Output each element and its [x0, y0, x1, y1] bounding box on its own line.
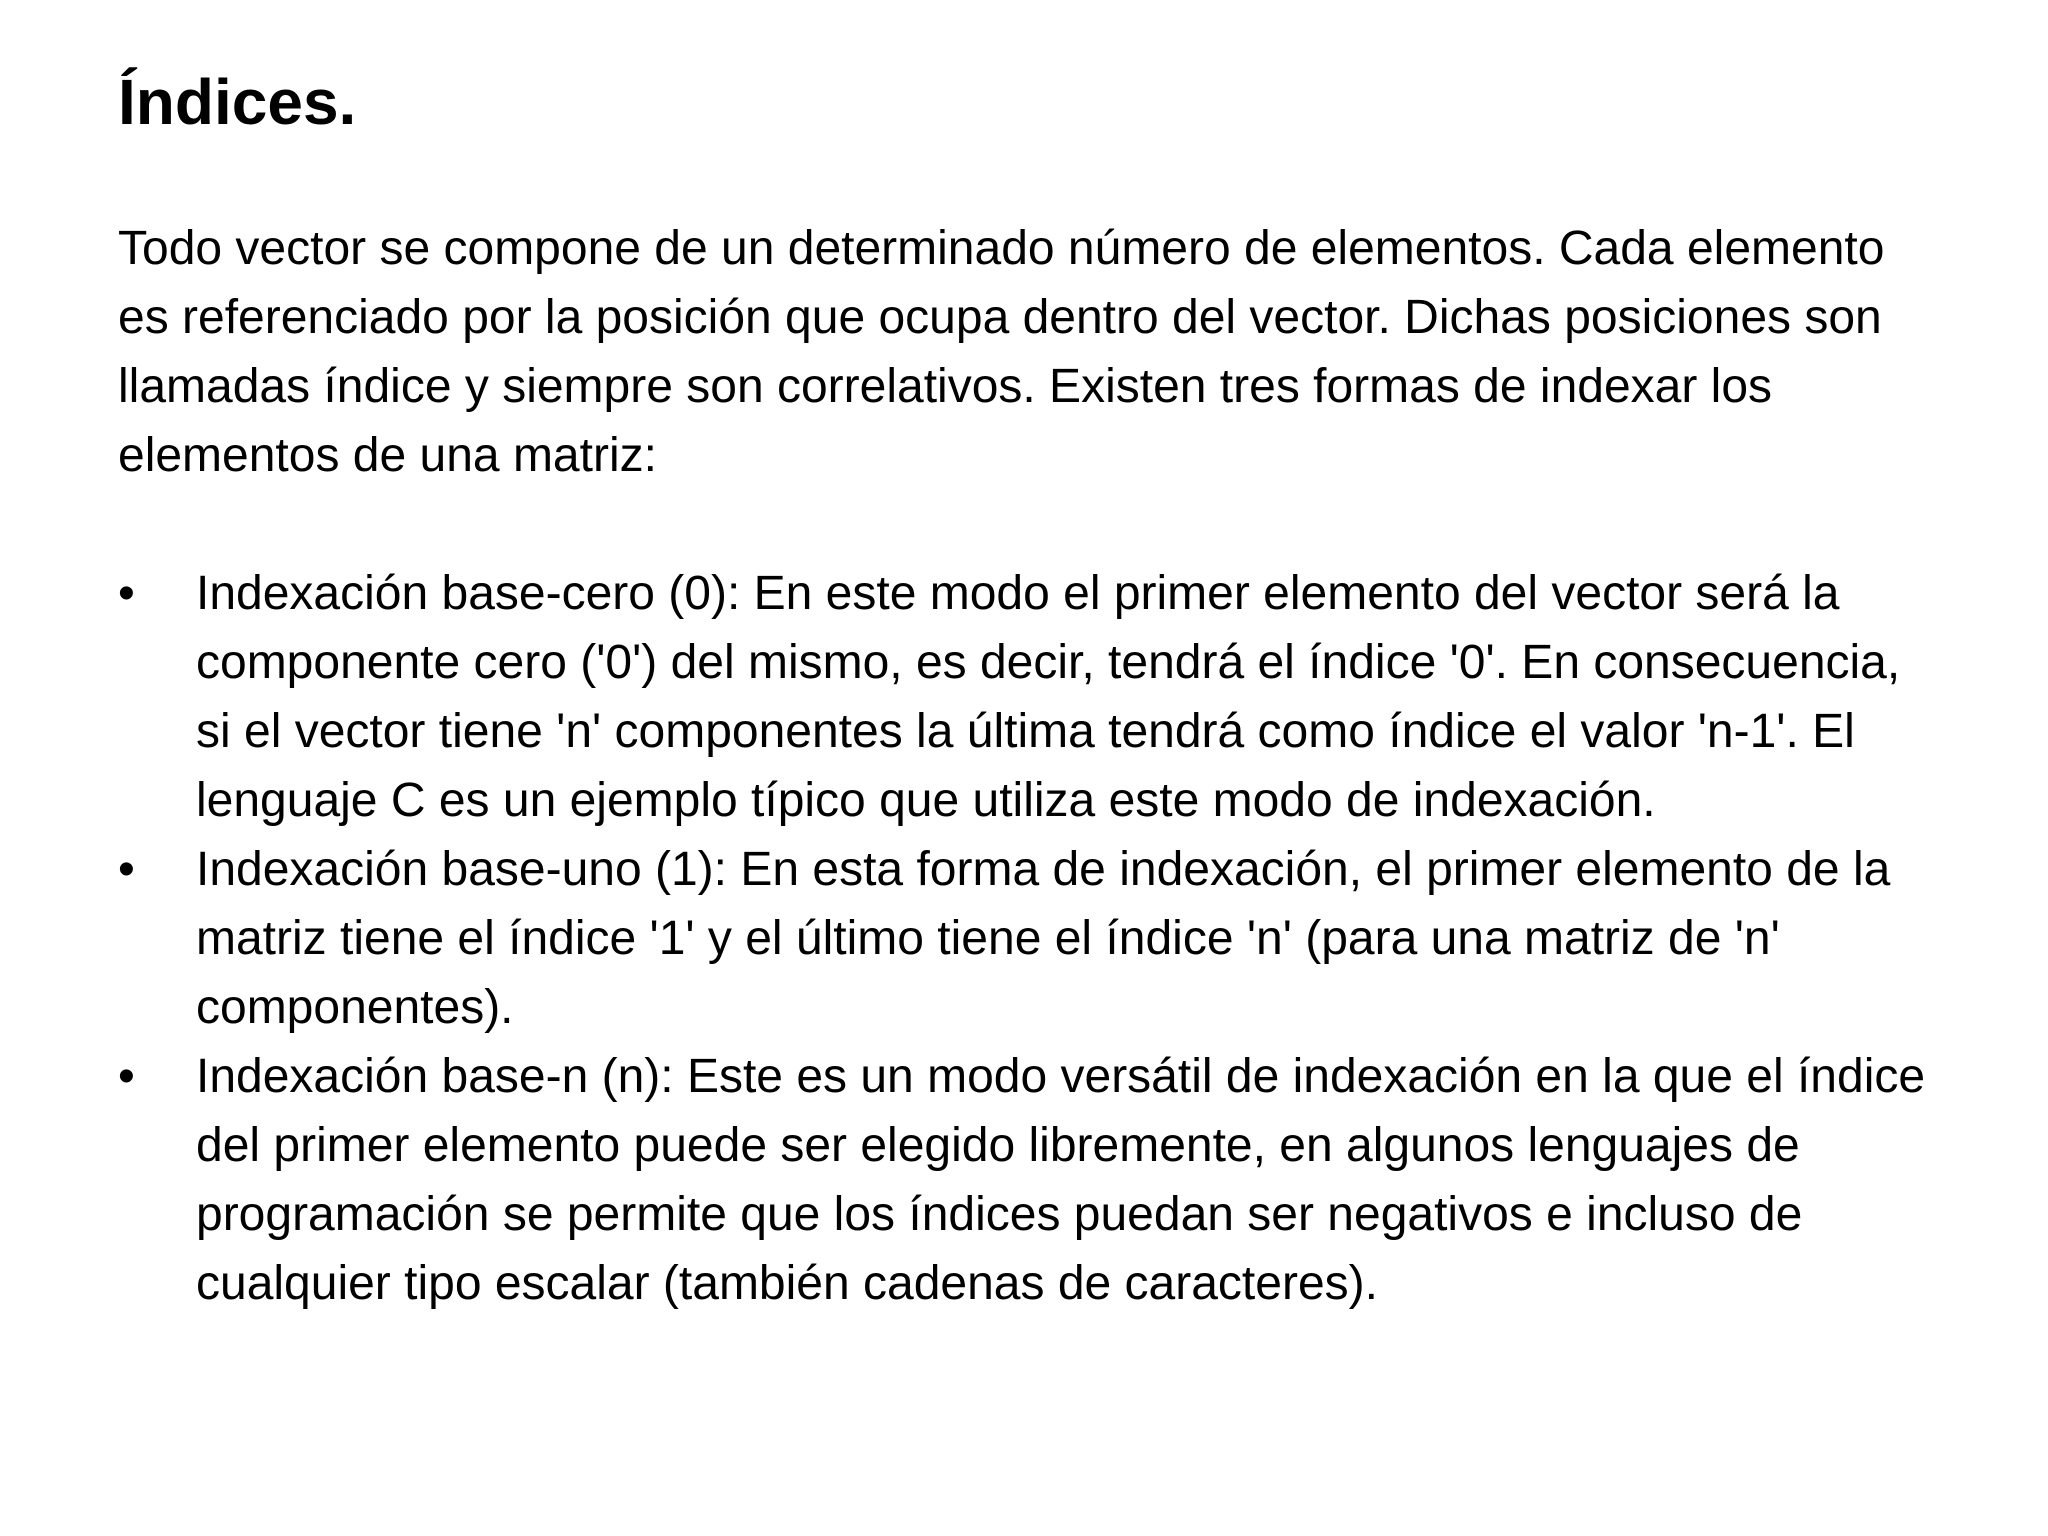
bullet-text-base-n: Indexación base-n (n): Este es un modo versátil de indexación en la que el índice del primer elemento puede ser elegido libremente, en algunos lenguajes de programación se permite que los índices puedan ser negativos e incluso de cualquier tipo escalar (también cadenas de caracteres). [196, 1050, 1926, 1310]
bullet-icon: • [118, 567, 135, 620]
intro-paragraph: Todo vector se compone de un determinado número de elementos. Cada elemento es referenciado por la posición que ocupa dentro del vector. Dichas posiciones son llamadas índice y siempre son correlativos. Existen tres formas de indexar los elementos de una matriz: [118, 222, 1885, 482]
bullet-item-base-one [118, 835, 1948, 1042]
bullet-list [118, 559, 1948, 1318]
bullet-item-base-zero [118, 559, 1948, 835]
slide-title: Índices. [118, 66, 357, 138]
slide-content [118, 214, 1948, 1318]
bullet-icon: • [118, 843, 135, 896]
bullet-item-base-n [118, 1042, 1948, 1318]
bullet-text-base-one: Indexación base-uno (1): En esta forma de indexación, el primer elemento de la matriz tiene el índice '1' y el último tiene el índice 'n' (para una matriz de 'n' componentes). [196, 843, 1891, 1034]
bullet-text-base-zero: Indexación base-cero (0): En este modo el primer elemento del vector será la componente cero ('0') del mismo, es decir, tendrá el índice '0'. En consecuencia, si el vector tiene 'n' componentes la última tendrá como índice el valor 'n-1'. El lenguaje C es un ejemplo típico que utiliza este modo de indexación. [196, 567, 1901, 827]
bullet-icon: • [118, 1050, 135, 1103]
